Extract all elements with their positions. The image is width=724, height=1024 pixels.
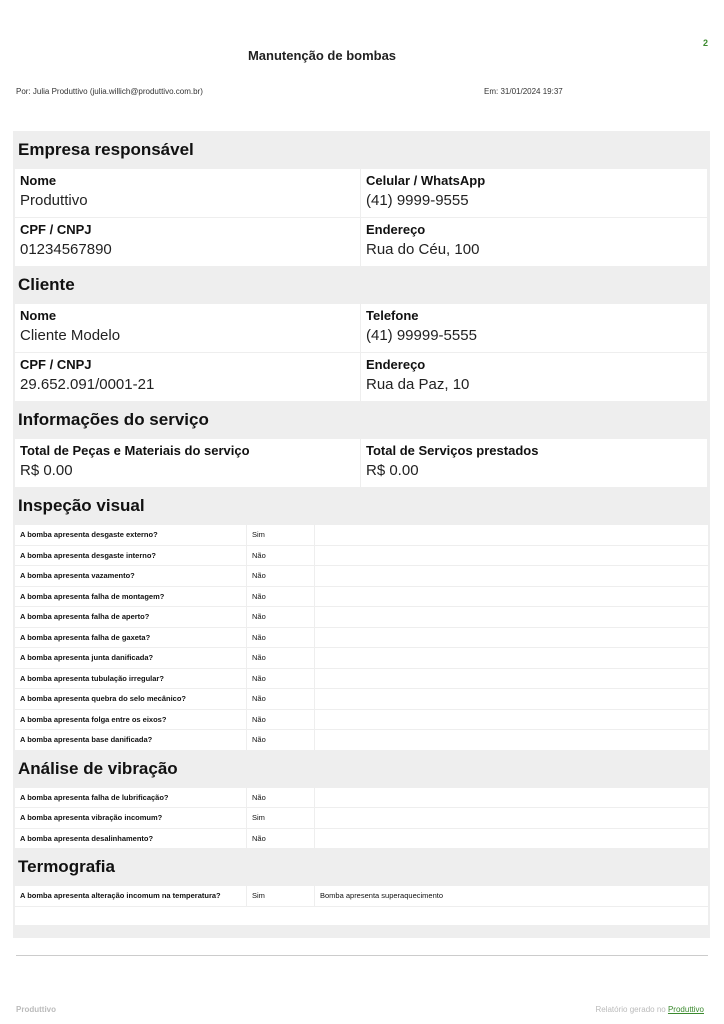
empresa-nome-value: Produttivo bbox=[20, 192, 88, 209]
checklist-row bbox=[13, 545, 710, 566]
empresa-endereco-cell bbox=[361, 218, 707, 266]
question: A bomba apresenta desgaste externo? bbox=[15, 525, 246, 545]
answer: Não bbox=[247, 710, 314, 730]
note bbox=[315, 669, 708, 689]
note bbox=[315, 829, 708, 849]
question: A bomba apresenta base danificada? bbox=[15, 730, 246, 750]
checklist-row bbox=[13, 647, 710, 668]
cliente-endereco-cell bbox=[361, 353, 707, 401]
question: A bomba apresenta falha de montagem? bbox=[15, 587, 246, 607]
empresa-endereco-value: Rua do Céu, 100 bbox=[366, 241, 480, 258]
empty-row bbox=[15, 907, 708, 925]
footer-note-text: Relatório gerado no bbox=[595, 1005, 666, 1014]
checklist-row bbox=[13, 885, 710, 906]
answer: Sim bbox=[247, 808, 314, 828]
answer: Não bbox=[247, 689, 314, 709]
footer-divider bbox=[16, 955, 708, 956]
empresa-nome-cell bbox=[15, 169, 360, 217]
answer: Não bbox=[247, 730, 314, 750]
cliente-telefone-value: (41) 99999-5555 bbox=[366, 327, 477, 344]
cliente-endereco-value: Rua da Paz, 10 bbox=[366, 376, 470, 393]
note bbox=[315, 788, 708, 808]
question: A bomba apresenta desalinhamento? bbox=[15, 829, 246, 849]
section-inspecao-title: Inspeção visual bbox=[13, 487, 710, 524]
field-label: Nome bbox=[20, 173, 57, 188]
question: A bomba apresenta falha de gaxeta? bbox=[15, 628, 246, 648]
checklist-row bbox=[13, 524, 710, 545]
checklist-row bbox=[13, 807, 710, 828]
answer: Não bbox=[247, 566, 314, 586]
question: A bomba apresenta quebra do selo mecânico? bbox=[15, 689, 246, 709]
question: A bomba apresenta desgaste interno? bbox=[15, 546, 246, 566]
section-cliente-title: Cliente bbox=[13, 266, 710, 303]
servico-servicos-value: R$ 0.00 bbox=[366, 462, 419, 479]
field-label: CPF / CNPJ bbox=[20, 222, 92, 237]
note bbox=[315, 566, 708, 586]
answer: Não bbox=[247, 669, 314, 689]
inspecao-checklist bbox=[13, 524, 710, 750]
checklist-row bbox=[13, 688, 710, 709]
field-label: Total de Peças e Materiais do serviço bbox=[20, 443, 250, 458]
date-line: Em: 31/01/2024 19:37 bbox=[484, 87, 563, 96]
checklist-row bbox=[13, 627, 710, 648]
checklist-row bbox=[13, 668, 710, 689]
note bbox=[315, 587, 708, 607]
checklist-row bbox=[13, 787, 710, 808]
answer: Não bbox=[247, 587, 314, 607]
cliente-telefone-cell bbox=[361, 304, 707, 352]
cliente-row-1 bbox=[13, 303, 710, 352]
report-body bbox=[13, 131, 710, 938]
note bbox=[315, 689, 708, 709]
empresa-row-2 bbox=[13, 217, 710, 266]
empresa-doc-value: 01234567890 bbox=[20, 241, 112, 258]
section-empresa-title: Empresa responsável bbox=[13, 131, 710, 168]
cliente-row-2 bbox=[13, 352, 710, 401]
section-servico-title: Informações do serviço bbox=[13, 401, 710, 438]
empresa-celular-value: (41) 9999-9555 bbox=[366, 192, 469, 209]
termografia-checklist bbox=[13, 885, 710, 925]
answer: Não bbox=[247, 628, 314, 648]
note bbox=[315, 628, 708, 648]
question: A bomba apresenta vazamento? bbox=[15, 566, 246, 586]
checklist-row bbox=[13, 828, 710, 849]
note bbox=[315, 607, 708, 627]
note bbox=[315, 730, 708, 750]
question: A bomba apresenta falha de aperto? bbox=[15, 607, 246, 627]
note bbox=[315, 648, 708, 668]
servico-pecas-cell bbox=[15, 439, 360, 487]
field-label: Total de Serviços prestados bbox=[366, 443, 539, 458]
answer: Sim bbox=[247, 525, 314, 545]
footer-brand: Produttivo bbox=[16, 1005, 56, 1014]
field-label: Endereço bbox=[366, 222, 426, 237]
checklist-row bbox=[13, 729, 710, 750]
question: A bomba apresenta vibração incomum? bbox=[15, 808, 246, 828]
vibracao-checklist bbox=[13, 787, 710, 849]
checklist-row bbox=[13, 709, 710, 730]
question: A bomba apresenta alteração incomum na temperatura? bbox=[15, 886, 246, 906]
note bbox=[315, 546, 708, 566]
servico-pecas-value: R$ 0.00 bbox=[20, 462, 73, 479]
answer: Não bbox=[247, 607, 314, 627]
page-number: 2 bbox=[702, 38, 708, 48]
author-line: Por: Julia Produttivo (julia.willich@produttivo.com.br) bbox=[16, 87, 203, 96]
cliente-doc-value: 29.652.091/0001-21 bbox=[20, 376, 155, 393]
servico-row bbox=[13, 438, 710, 487]
answer: Não bbox=[247, 788, 314, 808]
empresa-row-1 bbox=[13, 168, 710, 217]
field-label: CPF / CNPJ bbox=[20, 357, 92, 372]
question: A bomba apresenta tubulação irregular? bbox=[15, 669, 246, 689]
checklist-row bbox=[13, 586, 710, 607]
note bbox=[315, 808, 708, 828]
cliente-nome-cell bbox=[15, 304, 360, 352]
answer: Sim bbox=[247, 886, 314, 906]
question: A bomba apresenta folga entre os eixos? bbox=[15, 710, 246, 730]
servico-servicos-cell bbox=[361, 439, 707, 487]
section-termografia-title: Termografia bbox=[13, 848, 710, 885]
answer: Não bbox=[247, 648, 314, 668]
footer-note bbox=[595, 1005, 704, 1014]
note bbox=[315, 710, 708, 730]
question: A bomba apresenta junta danificada? bbox=[15, 648, 246, 668]
checklist-row bbox=[13, 606, 710, 627]
empresa-celular-cell bbox=[361, 169, 707, 217]
section-vibracao-title: Análise de vibração bbox=[13, 750, 710, 787]
note: Bomba apresenta superaquecimento bbox=[315, 886, 708, 906]
question: A bomba apresenta falha de lubrificação? bbox=[15, 788, 246, 808]
field-label: Nome bbox=[20, 308, 57, 323]
cliente-nome-value: Cliente Modelo bbox=[20, 327, 121, 344]
cliente-doc-cell bbox=[15, 353, 360, 401]
field-label: Celular / WhatsApp bbox=[366, 173, 486, 188]
field-label: Telefone bbox=[366, 308, 419, 323]
answer: Não bbox=[247, 829, 314, 849]
field-label: Endereço bbox=[366, 357, 426, 372]
empresa-doc-cell bbox=[15, 218, 360, 266]
answer: Não bbox=[247, 546, 314, 566]
footer-link[interactable]: Produttivo bbox=[667, 1005, 704, 1014]
checklist-row bbox=[13, 565, 710, 586]
document-title: Manutenção de bombas bbox=[247, 48, 397, 63]
note bbox=[315, 525, 708, 545]
